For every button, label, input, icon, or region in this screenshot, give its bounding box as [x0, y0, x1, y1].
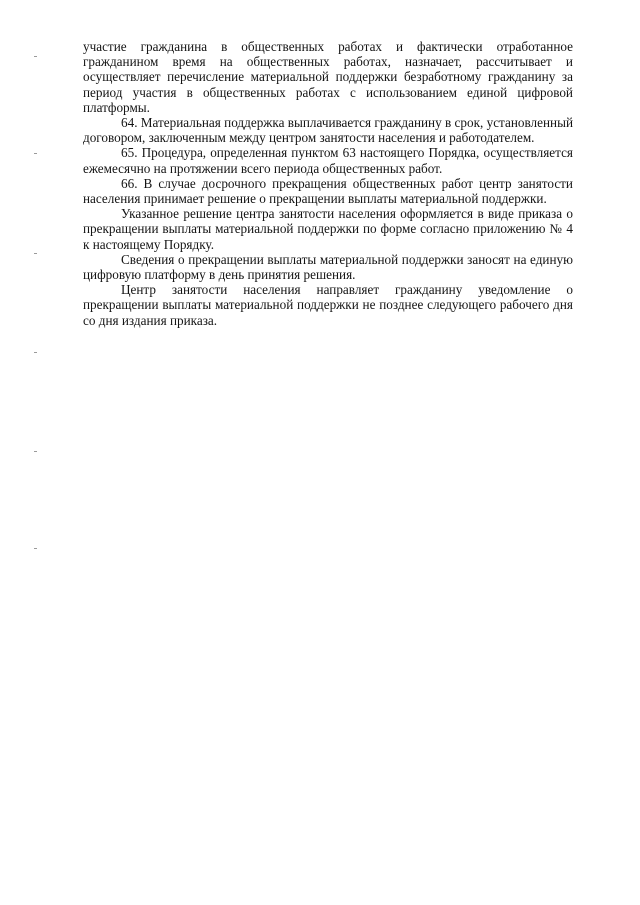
scan-margin-mark: [34, 548, 37, 549]
scan-margin-mark: [34, 352, 37, 353]
paragraph-66: 66. В случае досрочного прекращения общественных работ центр занятости населения принимает решение о прекращении выплаты материальной поддержки.: [83, 175, 573, 207]
document-body: [83, 39, 573, 328]
paragraph-65: 65. Процедура, определенная пунктом 63 настоящего Порядка, осуществляется ежемесячно на протяжении всего периода общественных работ.: [83, 145, 573, 176]
paragraph-continuation: участие гражданина в общественных работах и фактически отработанное гражданином время на общественных работах, назначает, рассчитывает и осуществляет перечисление материальной поддержки безработному гражданину за период участия в общественных работах с использованием единой цифровой платформы.: [83, 39, 573, 115]
paragraph-decision-order: Указанное решение центра занятости населения оформляется в виде приказа о прекращении выплаты материальной поддержки по форме согласно приложению № 4 к настоящему Порядку.: [83, 206, 573, 252]
paragraph-platform-info: Сведения о прекращении выплаты материальной поддержки заносят на единую цифровую платформу в день принятия решения.: [83, 251, 573, 283]
scan-margin-mark: [34, 451, 37, 452]
paragraph-64: 64. Материальная поддержка выплачивается гражданину в срок, установленный договором, заключенным между центром занятости населения и работодателем.: [83, 115, 573, 146]
scan-margin-mark: [34, 153, 37, 154]
scan-margin-mark: [34, 253, 37, 254]
paragraph-notification: Центр занятости населения направляет гражданину уведомление о прекращении выплаты материальной поддержки не позднее следующего рабочего дня со дня издания приказа.: [83, 282, 573, 328]
scan-margin-mark: [34, 56, 37, 57]
